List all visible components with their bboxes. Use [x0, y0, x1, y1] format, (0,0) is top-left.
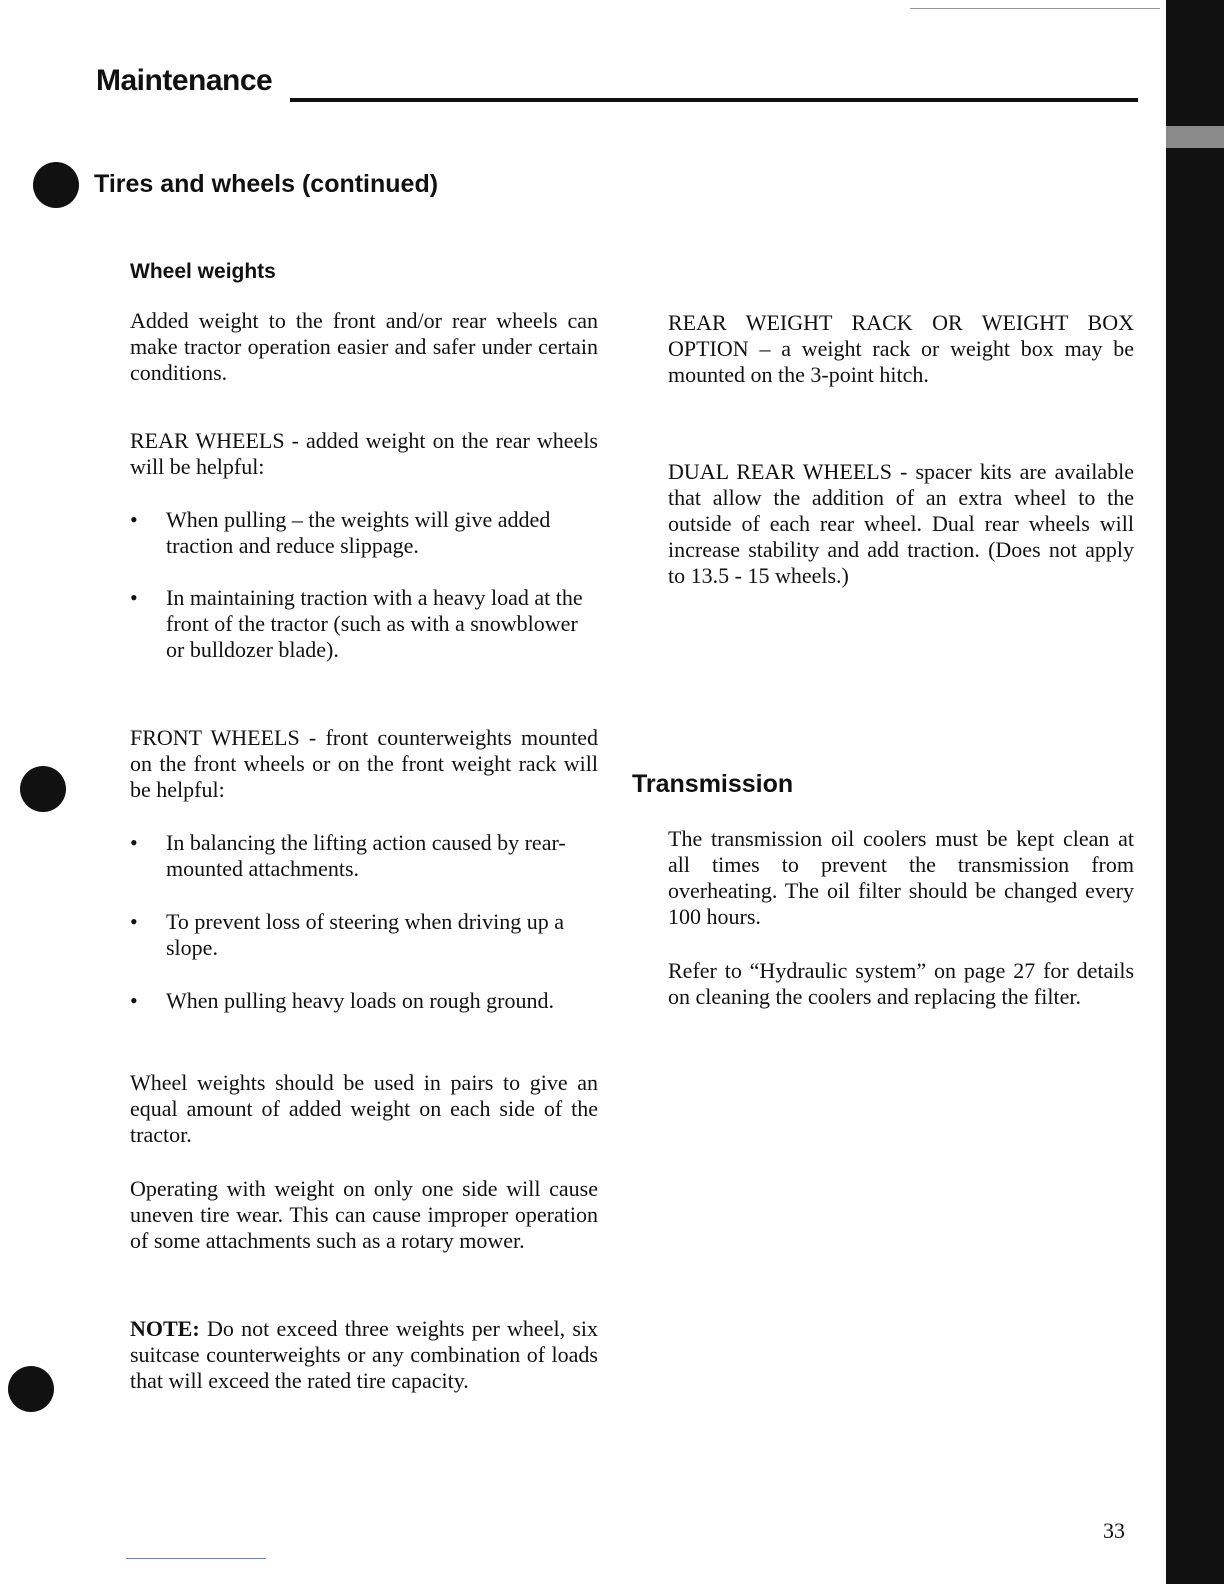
front-bullet-3 — [130, 988, 598, 1014]
wheel-weights-intro: Added weight to the front and/or rear wheels can make tractor operation easier and safer under certain conditions. — [130, 308, 598, 385]
bullet-dot: • — [130, 507, 138, 532]
note-label: NOTE: — [130, 1316, 200, 1341]
scan-top-rule — [910, 8, 1160, 9]
note-text: Do not exceed three weights per wheel, six suitcase counterweights or any combination of loads that will exceed the rated tire capacity. — [130, 1316, 598, 1393]
binder-hole-bottom — [8, 1366, 54, 1412]
rear-bullet-2 — [130, 585, 598, 663]
rear-bullet-1 — [130, 507, 598, 559]
binder-hole-top — [33, 162, 79, 208]
bullet-text: When pulling heavy loads on rough ground. — [166, 988, 554, 1013]
front-bullet-1 — [130, 830, 598, 882]
pairs-paragraph: Wheel weights should be used in pairs to give an equal amount of added weight on each side of the tractor. — [130, 1070, 598, 1147]
bullet-text: To prevent loss of steering when driving up a slope. — [166, 909, 565, 960]
bullet-text: In maintaining traction with a heavy load at the front of the tractor (such as with a snowblower or bulldozer blade). — [166, 585, 583, 662]
rear-rack-paragraph: REAR WEIGHT RACK OR WEIGHT BOX OPTION – a weight rack or weight box may be mounted on the 3-point hitch. — [668, 310, 1134, 387]
one-side-paragraph: Operating with weight on only one side will cause uneven tire wear. This can cause improper operation of some attachments such as a rotary mower. — [130, 1176, 598, 1253]
bullet-dot: • — [130, 909, 138, 934]
bullet-dot: • — [130, 585, 138, 610]
front-bullet-2 — [130, 909, 598, 961]
front-wheels-paragraph: FRONT WHEELS - front counterweights mounted on the front wheels or on the front weight rack will be helpful: — [130, 725, 598, 802]
wheel-weights-heading: Wheel weights — [130, 260, 276, 283]
dual-rear-paragraph: DUAL REAR WHEELS - spacer kits are available that allow the addition of an extra wheel to the outside of each rear wheel. Dual rear wheels will increase stability and add traction. (Does not apply to 13.5 - 15 wheels.) — [668, 459, 1134, 588]
transmission-paragraph-2: Refer to “Hydraulic system” on page 27 for details on cleaning the coolers and replacing the filter. — [668, 958, 1134, 1009]
bullet-text: When pulling – the weights will give added traction and reduce slippage. — [166, 507, 551, 558]
note-paragraph — [130, 1316, 598, 1394]
section-title: Tires and wheels (continued) — [94, 170, 439, 198]
rear-wheels-paragraph: REAR WHEELS - added weight on the rear wheels will be helpful: — [130, 428, 598, 479]
bullet-text: In balancing the lifting action caused by rear-mounted attachments. — [166, 830, 566, 881]
page-header-title: Maintenance — [96, 64, 273, 97]
scan-edge-bar — [1166, 0, 1224, 1584]
bullet-dot: • — [130, 830, 138, 855]
page-number: 33 — [1103, 1518, 1125, 1543]
bullet-dot: • — [130, 988, 138, 1013]
transmission-heading: Transmission — [632, 770, 794, 798]
scan-edge-gap — [1166, 126, 1224, 148]
footer-line — [126, 1558, 266, 1559]
header-rule — [290, 98, 1138, 102]
transmission-paragraph-1: The transmission oil coolers must be kept clean at all times to prevent the transmission from overheating. The oil filter should be changed every 100 hours. — [668, 826, 1134, 929]
binder-hole-middle — [20, 766, 66, 812]
